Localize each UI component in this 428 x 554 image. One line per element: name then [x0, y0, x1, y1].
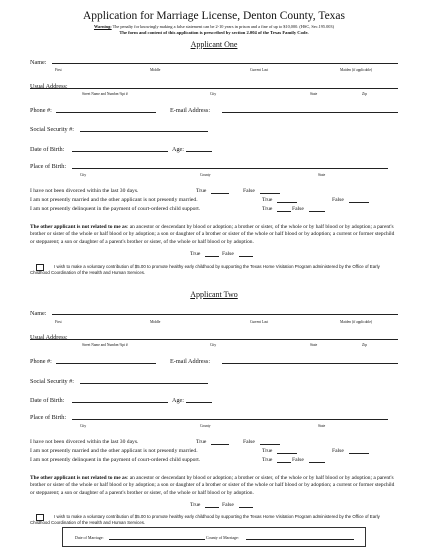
a1-phone-field[interactable]	[56, 112, 156, 113]
county-of-marriage-field[interactable]	[246, 539, 354, 540]
a1-relation-true-label: True	[190, 251, 201, 257]
a2-dob-label: Date of Birth:	[30, 397, 65, 404]
a2-name-middle: Middle	[150, 320, 161, 324]
a2-delinquent-true-label: True	[262, 457, 273, 463]
a1-name-middle: Middle	[150, 68, 161, 72]
a1-address-field[interactable]	[30, 88, 398, 89]
applicant-two-title: Applicant Two	[190, 290, 238, 299]
a1-address-state: State	[310, 92, 318, 96]
a2-address-field[interactable]	[30, 339, 398, 340]
a2-relation-paragraph	[30, 475, 398, 497]
a1-contribution-text: I wish to make a voluntary contribution of $5.00 to promote healthy early childhood by supporting the Texas Home Visitation Program administered by the Office of Early Childhood Coordination of the Health and Human Services.	[30, 264, 380, 275]
a2-married-statement: I am not presently married and the other applicant is not presently married.	[30, 448, 198, 454]
a2-married-true-field[interactable]	[277, 453, 297, 454]
warning-text: The penalty for knowingly making a false statement can be 2-10 years in prison and a fine of up to $10,000. (HSC, Sec.195.003)	[112, 24, 335, 29]
page-title: Application for Marriage License, Denton County, Texas	[82, 10, 346, 22]
a2-phone-label: Phone #:	[30, 358, 52, 365]
a1-married-false-field[interactable]	[349, 202, 369, 203]
a1-name-label: Name:	[30, 59, 47, 66]
form-statement: The form and content of this application is prescribed by section 2.004 of the Texas Family Code.	[119, 30, 309, 35]
a1-delinquent-false-label: False	[292, 206, 304, 212]
a1-dob-field[interactable]	[72, 151, 168, 152]
a1-relation-lead: The other applicant is not related to me as	[30, 224, 127, 230]
a1-relation-text: : an ancestor or descendant by blood or adoption; a brother or sister, of the whole or by half blood or by adoption; a parent's brother or sister of the whole or half blood or by adoption; a son or daughter of a brother or sister of the whole or half blood or by adoption; a current or former stepchild or stepparent; a son or daughter of a parent's brother or sister, of the whole or half blood or by adoption.	[30, 224, 395, 245]
a2-address-state: State	[310, 343, 318, 347]
a1-divorce-statement: I have not been divorced within the last 30 days.	[30, 188, 139, 194]
a2-email-field[interactable]	[222, 363, 398, 364]
a2-pob-city: City	[80, 424, 87, 428]
a2-pob-county: County	[200, 424, 211, 428]
a2-contribution-text: I wish to make a voluntary contribution of $5.00 to promote healthy early childhood by supporting the Texas Home Visitation Program administered by the Office of Early Childhood Coordination of the Health and Human Services.	[30, 514, 380, 525]
a2-pob-field[interactable]	[72, 419, 388, 420]
a2-address-city: City	[210, 343, 217, 347]
a1-relation-paragraph	[30, 224, 398, 246]
a1-delinquent-true-field[interactable]	[277, 211, 291, 212]
a2-name-field[interactable]	[52, 314, 398, 315]
date-of-marriage-field[interactable]	[109, 539, 205, 540]
warning-label: Warning:	[93, 24, 112, 29]
a2-delinquent-true-field[interactable]	[277, 462, 291, 463]
a1-relation-false-field[interactable]	[239, 256, 253, 257]
a2-relation-true-label: True	[190, 502, 201, 508]
a2-married-false-field[interactable]	[349, 453, 369, 454]
a1-email-label: E-mail Address:	[170, 107, 211, 114]
a1-ssn-field[interactable]	[80, 131, 208, 132]
a1-address-zip: Zip	[362, 92, 367, 96]
a1-email-field[interactable]	[222, 112, 398, 113]
a2-relation-text: : an ancestor or descendant by blood or adoption; a brother or sister, of the whole or by half blood or by adoption; a parent's brother or sister of the whole or half blood or by adoption; a son or daughter of a brother or sister of the whole or half blood or by adoption; a current or former stepchild or stepparent; a son or daughter of a parent's brother or sister, of the whole or half blood or by adoption.	[30, 475, 395, 496]
a1-pob-field[interactable]	[72, 168, 388, 169]
a1-divorce-true-label: True	[196, 188, 207, 194]
a1-married-true-field[interactable]	[277, 202, 297, 203]
a2-age-field[interactable]	[186, 402, 212, 403]
a1-relation-true-field[interactable]	[205, 256, 219, 257]
a2-pob-label: Place of Birth:	[30, 414, 67, 421]
a1-name-maiden: Maiden (if applicable)	[340, 68, 373, 72]
a2-married-true-label: True	[262, 448, 273, 454]
date-of-marriage-label: Date of Marriage:	[75, 535, 104, 540]
a2-address-street: Street Name and Number/Apt #	[82, 343, 128, 347]
a1-delinquent-statement: I am not presently delinquent in the payment of court-ordered child support.	[30, 206, 201, 212]
a1-address-city: City	[210, 92, 217, 96]
a2-pob-state: State	[318, 424, 326, 428]
a1-dob-label: Date of Birth:	[30, 146, 65, 153]
warning-line	[0, 24, 428, 29]
a1-divorce-false-field[interactable]	[260, 193, 280, 194]
a2-address-label: Usual Address:	[30, 334, 68, 341]
a1-married-statement: I am not presently married and the other applicant is not presently married.	[30, 197, 198, 203]
a1-phone-label: Phone #:	[30, 107, 52, 114]
a2-ssn-field[interactable]	[80, 383, 208, 384]
a2-divorce-true-label: True	[196, 439, 207, 445]
a2-dob-field[interactable]	[72, 402, 168, 403]
a2-divorce-true-field[interactable]	[211, 444, 229, 445]
a2-address-zip: Zip	[362, 343, 367, 347]
a2-age-label: Age:	[172, 397, 185, 404]
a1-married-false-label: False	[332, 197, 344, 203]
a2-relation-false-label: False	[222, 502, 234, 508]
applicant-one-title: Applicant One	[190, 40, 238, 49]
a1-pob-label: Place of Birth:	[30, 163, 67, 170]
a2-email-label: E-mail Address:	[170, 358, 211, 365]
a2-phone-field[interactable]	[56, 363, 156, 364]
a1-address-label: Usual Address:	[30, 83, 68, 90]
a1-name-field[interactable]	[52, 63, 398, 64]
county-of-marriage-label: County of Marriage:	[206, 535, 239, 540]
a2-ssn-label: Social Security #:	[30, 378, 74, 385]
a2-name-last: Current Last	[250, 320, 269, 324]
a2-relation-lead: The other applicant is not related to me as	[30, 475, 127, 481]
a2-relation-false-field[interactable]	[239, 507, 253, 508]
a2-name-first: First	[55, 320, 62, 324]
a1-divorce-false-label: False	[243, 188, 255, 194]
a1-pob-state: State	[318, 173, 326, 177]
a2-delinquent-false-field[interactable]	[309, 462, 325, 463]
a1-delinquent-false-field[interactable]	[309, 211, 325, 212]
marriage-info-box	[62, 527, 366, 547]
a1-pob-county: County	[200, 173, 211, 177]
a1-address-street: Street Name and Number/Apt #	[82, 92, 128, 96]
a2-delinquent-statement: I am not presently delinquent in the payment of court-ordered child support.	[30, 457, 201, 463]
a1-relation-false-label: False	[222, 251, 234, 257]
a1-delinquent-true-label: True	[262, 206, 273, 212]
a1-married-true-label: True	[262, 197, 273, 203]
a1-age-field[interactable]	[186, 151, 212, 152]
a2-married-false-label: False	[332, 448, 344, 454]
a1-pob-city: City	[80, 173, 87, 177]
a1-name-first: First	[55, 68, 62, 72]
a2-divorce-statement: I have not been divorced within the last 30 days.	[30, 439, 139, 445]
a2-delinquent-false-label: False	[292, 457, 304, 463]
a2-name-maiden: Maiden (if applicable)	[340, 320, 373, 324]
a1-name-last: Current Last	[250, 68, 269, 72]
a2-divorce-false-field[interactable]	[260, 444, 280, 445]
a2-divorce-false-label: False	[243, 439, 255, 445]
a1-age-label: Age:	[172, 146, 185, 153]
a1-ssn-label: Social Security #:	[30, 126, 74, 133]
a1-divorce-true-field[interactable]	[211, 193, 229, 194]
a2-name-label: Name:	[30, 310, 47, 317]
a2-relation-true-field[interactable]	[205, 507, 219, 508]
